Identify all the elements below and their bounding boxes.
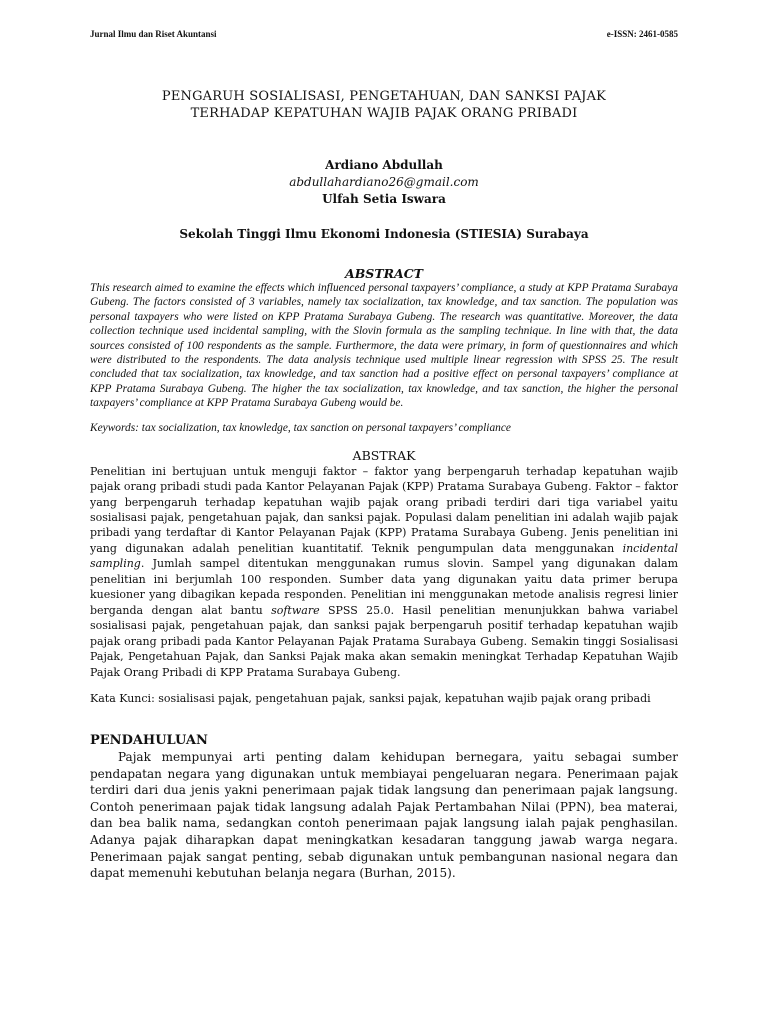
abstrak-text [90,464,678,680]
title-line-2: TERHADAP KEPATUHAN WAJIB PAJAK ORANG PRIBADI [190,106,578,121]
abstract-heading: ABSTRACT [345,266,423,281]
author-1-email: abdullahardiano26@gmail.com [289,175,479,189]
abstract-keywords: Keywords: tax socialization, tax knowledge, tax sanction on personal taxpayers’ compliance [90,421,511,434]
abstrak-text-part-1: Penelitian ini bertujuan untuk menguji faktor – faktor yang berpengaruh terhadap kepatuhan wajib pajak orang pribadi studi pada Kantor Pelayanan Pajak (KPP) Pratama Surabaya Gubeng. Faktor – faktor yang berpengaruh terhadap kepatuhan wajib pajak orang pribadi terdiri dari tiga variabel yaitu sosialisasi pajak, pengetahuan pajak, dan sanksi pajak. Populasi dalam penelitian ini adalah wajib pajak pribadi yang terdaftar di Kantor Pelayanan Pajak (KPP) Pratama Surabaya Gubeng. Jenis penelitian ini yang digunakan adalah penelitian kuantitatif. Teknik pengumpulan data menggunakan [90,464,678,555]
author-1: Ardiano Abdullah [325,158,443,172]
author-2: Ulfah Setia Iswara [322,192,446,206]
paper-title [90,88,678,122]
journal-name: Jurnal Ilmu dan Riset Akuntansi [90,29,217,39]
abstrak-italic-incidental-sampling: incidental sampling [90,541,678,571]
abstract-text: This research aimed to examine the effects which influenced personal taxpayers’ compliance, a study at KPP Pratama Surabaya Gubeng. The factors consisted of 3 variables, namely tax socialization, tax knowledge, and tax sanction. The population was personal taxpayers who were listed on KPP Pratama Surabaya Gubeng. The research was quantitative. Moreover, the data collection technique used incidental sampling, with the Slovin formula as the sampling technique. In line with that, the data sources consisted of 100 respondents as the sample. Furthermore, the data were primary, in form of questionnaires and which were distributed to the respondents. The data analysis technique used multiple linear regression with SPSS 25. The result concluded that tax socialization, tax knowledge, and tax sanction had a positive effect on personal taxpayers’ compliance at KPP Pratama Surabaya Gubeng. The higher the tax socialization, tax knowledge, and tax sanction, the higher the personal taxpayers’ compliance at KPP Pratama Surabaya Gubeng would be. [90,282,678,410]
pendahuluan-paragraph-1: Pajak mempunyai arti penting dalam kehidupan bernegara, yaitu sebagai sumber pendapatan negara yang digunakan untuk membiayai pengeluaran negara. Penerimaan pajak terdiri dari dua jenis yakni penerimaan pajak tidak langsung dan penerimaan pajak langsung. Contoh penerimaan pajak tidak langsung adalah Pajak Pertambahan Nilai (PPN), bea materai, dan bea balik nama, sedangkan contoh penerimaan pajak langsung ialah pajak penghasilan. Adanya pajak diharapkan dapat meningkatkan kesadaran tanggung jawab warga negara. Penerimaan pajak sangat penting, sebab digunakan untuk pembangunan nasional negara dan dapat memenuhi kebutuhan belanja negara (Burhan, 2015). [90,750,678,881]
abstrak-text-part-3: SPSS 25.0. Hasil penelitian menunjukkan bahwa variabel sosialisasi pajak, pengetahuan pajak, dan sanksi pajak berpengaruh positif terhadap kepatuhan wajib pajak orang pribadi pada Kantor Pelayanan Pajak Pratama Surabaya Gubeng. Semakin tinggi Sosialisasi Pajak, Pengetahuan Pajak, dan Sanksi Pajak maka akan semakin meningkat Terhadap Kepatuhan Wajib Pajak Orang Pribadi di KPP Pratama Surabaya Gubeng. [90,603,678,679]
abstrak-italic-software: software [271,603,320,617]
affiliation: Sekolah Tinggi Ilmu Ekonomi Indonesia (STIESIA) Surabaya [179,227,589,241]
kata-kunci: Kata Kunci: sosialisasi pajak, pengetahuan pajak, sanksi pajak, kepatuhan wajib pajak orang pribadi [90,692,651,705]
running-header [90,28,678,40]
abstrak-text-part-2: . Jumlah sampel ditentukan menggunakan rumus slovin. Sampel yang digunakan dalam penelitian ini berjumlah 100 responden. Sumber data yang digunakan yaitu data primer berupa kuesioner yang dibagikan kepada responden. Penelitian ini menggunakan metode analisis regresi linier berganda dengan alat bantu [90,557,678,617]
paper-page [90,28,678,882]
issn: e-ISSN: 2461-0585 [606,29,678,39]
abstrak-heading: ABSTRAK [352,447,416,463]
author-block [90,157,678,208]
section-heading-pendahuluan: PENDAHULUAN [90,733,208,748]
title-line-1: PENGARUH SOSIALISASI, PENGETAHUAN, DAN SANKSI PAJAK [161,89,607,104]
